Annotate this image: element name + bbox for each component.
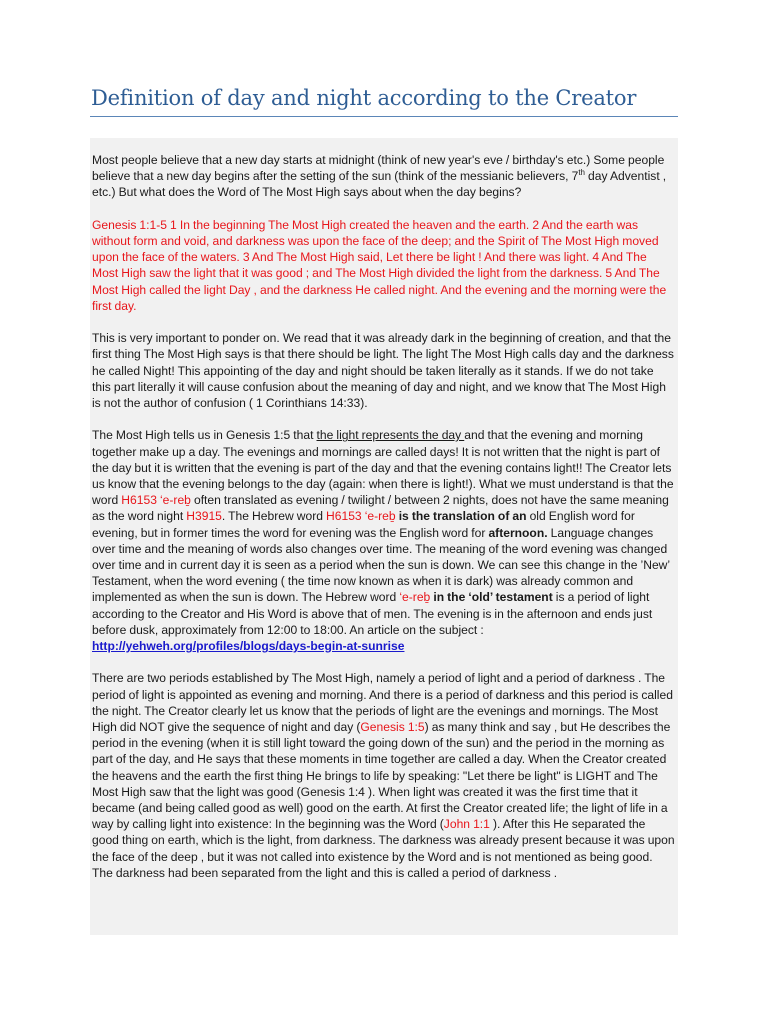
ponder-paragraph: This is very important to ponder on. We read that it was already dark in the beginning of creation, and that the first thing The Most High says is that there should be light. The light The Most High calls day and the darkness he called Night! This appointing of the day and night should be taken literally as it stands. If we do not take this part literally it will cause confusion about the meaning of day and night, and we know that The Most High is not the author of confusion ( 1 Corinthians 14:33). (92, 331, 674, 411)
page-title: Definition of day and night according to the Creator (91, 86, 637, 110)
evening-paragraph: The Most High tells us in Genesis 1:5 that the light represents the day and that the evening and morning together make up a day. The evenings and mornings are called days! It is not written that the night is part of the day but it is written that the evening is part of the day and that the evening contains light!! The Creator lets us know that the evening belongs to the day (again: when there is light!). What we must understand is that the word H6153 ‘e-reḇ often translated as evening / twilight / between 2 nights, does not have the same meaning as the word night H3915. The Hebrew word H6153 ‘e-reḇ is the translation of an old English word for evening, but in former times the word for evening was the English word for afternoon. Language changes over time and the meaning of words also changes over time. The meaning of the word evening was changed over time and in current day it is seen as a period when the sun is down. We can see this change in the ’New’ Testament, when the word evening ( the time now known as when it is dark) was already common and implemented as when the sun is down. The Hebrew word ‘e-reḇ in the ‘old’ testament is a period of light according to the Creator and His Word is above that of men. The evening is in the afternoon and ends just before dusk, approximately from 12:00 to 18:00. An article on the subject : http://yehweh.org/profiles/blogs/days-begin-at-sunrise (92, 428, 674, 654)
genesis-quote: Genesis 1:1-5 1 In the beginning The Most High created the heaven and the earth. 2 And the earth was without form and void, and darkness was upon the face of the deep; and the Spirit of The Most High moved upon the face of the waters. 3 And The Most High said, Let there be light ! And there was light. 4 And The Most High saw the light that it was good ; and The Most High divided the light from the darkness. 5 And The Most High called the light Day , and the darkness He called night. And the evening and the morning were the first day. (92, 217, 667, 313)
periods-paragraph: There are two periods established by The Most High, namely a period of light and a period of darkness . The period of light is appointed as evening and morning. And there is a period of darkness and this period is called the night. The Creator clearly let us know that the periods of light are the evenings and mornings. The Most High did NOT give the sequence of night and day (Genesis 1:5) as many think and say , but He describes the period in the evening (when it is still light toward the going down of the sun) and the period in the morning as part of the day, and He says that these moments in time together are called a day. When the Creator created the heavens and the earth the first thing He brings to life by speaking: "Let there be light" is LIGHT and The Most High saw that the light was good (Genesis 1:4 ). When light was created it was the first time that it became (and being called good as well) good on the earth. At first the Creator created life; the light of life in a way by calling light into existence: In the beginning was the Word (John 1:1 ). After this He separated the good thing on earth, which is the light, from darkness. The darkness was already present because it was upon the face of the deep , but it was not called into existence by the Word and is not mentioned as being good. The darkness had been separated from the light and this is called a period of darkness . (92, 671, 675, 880)
intro-paragraph: Most people believe that a new day starts at midnight (think of new year's eve / birthday's etc.) Some people believe that a new day begins after the setting of the sun (think of the messianic believers, 7th day Adventist , etc.) But what does the Word of The Most High says about when the day begins? (92, 153, 667, 200)
title-divider (90, 116, 678, 117)
text-panel (90, 138, 678, 935)
article-link[interactable]: http://yehweh.org/profiles/blogs/days-begin-at-sunrise (92, 639, 405, 654)
